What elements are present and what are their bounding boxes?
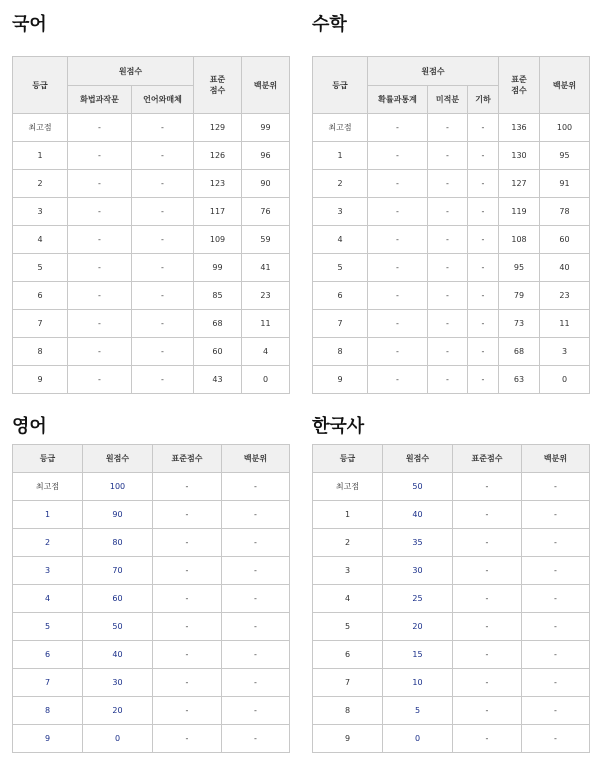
cell-sub1: - (68, 142, 132, 170)
cell-grade: 2 (13, 529, 83, 557)
cell-sub2: - (132, 254, 194, 282)
cell-pct: 40 (540, 254, 590, 282)
cell-pct: - (522, 501, 590, 529)
cell-grade: 2 (13, 170, 68, 198)
cell-raw: 35 (383, 529, 453, 557)
header-grade: 등급 (313, 445, 383, 473)
cell-sub1: - (68, 170, 132, 198)
table-row (13, 473, 290, 501)
header-raw: 원점수 (68, 57, 194, 86)
cell-std: - (453, 613, 522, 641)
cell-pct: - (522, 473, 590, 501)
cell-pct: 100 (540, 114, 590, 142)
cell-grade: 9 (13, 366, 68, 394)
header-std: 표준 점수 (499, 57, 540, 114)
cell-pct: 96 (242, 142, 290, 170)
table-row (13, 641, 290, 669)
cell-std: 126 (194, 142, 242, 170)
cell-std: 85 (194, 282, 242, 310)
cell-raw: 10 (383, 669, 453, 697)
cell-pct: - (522, 669, 590, 697)
table-row (313, 310, 590, 338)
header-grade: 등급 (13, 445, 83, 473)
table-row (313, 501, 590, 529)
header-raw: 원점수 (383, 445, 453, 473)
cell-raw: 0 (83, 725, 153, 753)
cell-sub3: - (468, 282, 499, 310)
cell-sub3: - (468, 170, 499, 198)
cell-pct: - (522, 725, 590, 753)
table-row (313, 641, 590, 669)
cell-std: - (153, 725, 222, 753)
header-std: 표준점수 (153, 445, 222, 473)
cell-sub1: - (68, 226, 132, 254)
header-std: 표준 점수 (194, 57, 242, 114)
header-sub2: 미적분 (428, 86, 468, 114)
header-pct: 백분위 (222, 445, 290, 473)
cell-std: 129 (194, 114, 242, 142)
table-row (313, 725, 590, 753)
cell-std: 136 (499, 114, 540, 142)
table-row (313, 366, 590, 394)
table-row (13, 725, 290, 753)
cell-sub2: - (428, 366, 468, 394)
cell-std: - (153, 529, 222, 557)
section-title: 수학 (312, 14, 347, 35)
cell-sub1: - (368, 366, 428, 394)
cell-sub1: - (368, 114, 428, 142)
cell-grade: 3 (313, 557, 383, 585)
table-row (13, 585, 290, 613)
cell-sub1: - (68, 310, 132, 338)
cell-grade: 6 (13, 282, 68, 310)
cell-sub1: - (368, 282, 428, 310)
table-row (313, 170, 590, 198)
cell-pct: - (522, 613, 590, 641)
cell-grade: 2 (313, 529, 383, 557)
cell-std: 60 (194, 338, 242, 366)
cell-grade: 7 (13, 310, 68, 338)
cell-pct: 11 (540, 310, 590, 338)
table-row (13, 529, 290, 557)
cell-sub2: - (428, 226, 468, 254)
cell-sub2: - (428, 254, 468, 282)
cell-pct: 76 (242, 198, 290, 226)
header-grade: 등급 (13, 57, 68, 114)
cell-pct: - (222, 613, 290, 641)
table-row (313, 585, 590, 613)
cell-pct: - (222, 529, 290, 557)
cell-std: - (453, 669, 522, 697)
cell-pct: 95 (540, 142, 590, 170)
section-title: 한국사 (312, 416, 365, 437)
table-row (13, 613, 290, 641)
cell-grade: 2 (313, 170, 368, 198)
section-title: 영어 (12, 416, 47, 437)
cell-pct: 91 (540, 170, 590, 198)
cell-grade: 6 (313, 282, 368, 310)
cell-grade: 7 (13, 669, 83, 697)
cell-grade: 1 (13, 142, 68, 170)
table-row (13, 557, 290, 585)
header-pct: 백분위 (540, 57, 590, 114)
cell-sub2: - (132, 198, 194, 226)
cell-pct: 90 (242, 170, 290, 198)
cell-sub3: - (468, 310, 499, 338)
cell-pct: - (522, 557, 590, 585)
table-row (313, 254, 590, 282)
cell-grade: 4 (313, 585, 383, 613)
cell-grade: 최고점 (313, 473, 383, 501)
cell-pct: 3 (540, 338, 590, 366)
cell-sub2: - (132, 170, 194, 198)
cell-pct: 0 (242, 366, 290, 394)
cell-sub3: - (468, 254, 499, 282)
cell-sub2: - (132, 142, 194, 170)
cell-sub3: - (468, 338, 499, 366)
cell-grade: 7 (313, 310, 368, 338)
cell-raw: 40 (383, 501, 453, 529)
cell-grade: 5 (313, 254, 368, 282)
cell-sub1: - (68, 198, 132, 226)
cell-grade: 6 (313, 641, 383, 669)
cell-raw: 90 (83, 501, 153, 529)
cell-std: - (153, 641, 222, 669)
cell-grade: 1 (13, 501, 83, 529)
table-row (13, 142, 290, 170)
table-row (313, 557, 590, 585)
cell-sub2: - (132, 282, 194, 310)
table-row (13, 669, 290, 697)
table-row (13, 501, 290, 529)
cell-pct: 23 (242, 282, 290, 310)
cell-pct: - (222, 641, 290, 669)
cell-sub1: - (368, 254, 428, 282)
cell-sub1: - (368, 226, 428, 254)
header-raw: 원점수 (83, 445, 153, 473)
cell-raw: 60 (83, 585, 153, 613)
cell-std: 123 (194, 170, 242, 198)
cell-pct: 78 (540, 198, 590, 226)
cell-std: 43 (194, 366, 242, 394)
table-row (313, 697, 590, 725)
table-row (13, 198, 290, 226)
table-row (13, 114, 290, 142)
cell-raw: 100 (83, 473, 153, 501)
cell-grade: 8 (313, 697, 383, 725)
cell-grade: 9 (13, 725, 83, 753)
table-row (13, 366, 290, 394)
table-row (313, 338, 590, 366)
cell-grade: 1 (313, 501, 383, 529)
header-pct: 백분위 (522, 445, 590, 473)
cell-raw: 30 (83, 669, 153, 697)
cell-pct: - (222, 501, 290, 529)
cell-raw: 20 (383, 613, 453, 641)
cell-pct: 59 (242, 226, 290, 254)
section-korean (12, 14, 278, 384)
table-row (313, 114, 590, 142)
cell-raw: 40 (83, 641, 153, 669)
cell-std: - (453, 529, 522, 557)
cell-std: 73 (499, 310, 540, 338)
section-title: 국어 (12, 14, 47, 35)
cell-grade: 5 (13, 254, 68, 282)
cell-pct: 4 (242, 338, 290, 366)
table-row (313, 613, 590, 641)
cell-pct: - (522, 529, 590, 557)
cell-sub1: - (368, 170, 428, 198)
cell-pct: - (522, 641, 590, 669)
cell-sub1: - (68, 114, 132, 142)
table-row (313, 142, 590, 170)
cell-sub1: - (68, 254, 132, 282)
table-row (13, 170, 290, 198)
cell-pct: - (222, 473, 290, 501)
cell-pct: 41 (242, 254, 290, 282)
cell-sub1: - (368, 142, 428, 170)
cell-pct: - (222, 725, 290, 753)
cell-pct: - (222, 557, 290, 585)
cell-sub2: - (428, 338, 468, 366)
cell-std: - (153, 669, 222, 697)
cell-sub3: - (468, 366, 499, 394)
table-row (313, 473, 590, 501)
cell-grade: 4 (13, 226, 68, 254)
table-row (313, 669, 590, 697)
cell-std: 68 (499, 338, 540, 366)
cell-std: - (453, 585, 522, 613)
cell-sub2: - (428, 142, 468, 170)
cell-std: 95 (499, 254, 540, 282)
cell-raw: 0 (383, 725, 453, 753)
cell-std: - (153, 501, 222, 529)
cell-pct: 99 (242, 114, 290, 142)
section-history (312, 416, 568, 743)
cell-grade: 3 (313, 198, 368, 226)
cell-pct: - (222, 585, 290, 613)
cell-grade: 6 (13, 641, 83, 669)
table-row (13, 310, 290, 338)
cell-grade: 7 (313, 669, 383, 697)
header-sub2: 언어와매체 (132, 86, 194, 114)
cell-std: - (453, 557, 522, 585)
cell-std: 119 (499, 198, 540, 226)
cell-sub2: - (132, 114, 194, 142)
cell-grade: 9 (313, 366, 368, 394)
cell-pct: - (222, 669, 290, 697)
cell-sub2: - (428, 170, 468, 198)
cell-sub3: - (468, 142, 499, 170)
cell-std: 127 (499, 170, 540, 198)
cell-sub2: - (428, 198, 468, 226)
cell-sub1: - (368, 338, 428, 366)
cell-sub1: - (368, 310, 428, 338)
cell-pct: 11 (242, 310, 290, 338)
cell-grade: 3 (13, 557, 83, 585)
cell-std: - (453, 641, 522, 669)
cell-grade: 최고점 (13, 473, 83, 501)
cell-grade: 8 (313, 338, 368, 366)
cell-raw: 50 (383, 473, 453, 501)
cell-std: 117 (194, 198, 242, 226)
cell-pct: 60 (540, 226, 590, 254)
cell-sub2: - (132, 310, 194, 338)
cell-pct: - (222, 697, 290, 725)
header-raw: 원점수 (368, 57, 499, 86)
table-row (13, 338, 290, 366)
korean-table (12, 56, 290, 394)
cell-std: - (153, 473, 222, 501)
cell-sub2: - (132, 338, 194, 366)
cell-raw: 70 (83, 557, 153, 585)
cell-grade: 3 (13, 198, 68, 226)
cell-grade: 4 (13, 585, 83, 613)
math-table (312, 56, 590, 394)
cell-std: - (453, 473, 522, 501)
cell-sub3: - (468, 226, 499, 254)
cell-raw: 50 (83, 613, 153, 641)
table-row (313, 226, 590, 254)
cell-std: 130 (499, 142, 540, 170)
cell-std: - (153, 585, 222, 613)
cell-std: - (153, 613, 222, 641)
cell-raw: 5 (383, 697, 453, 725)
cell-grade: 1 (313, 142, 368, 170)
table-row (13, 697, 290, 725)
cell-std: 108 (499, 226, 540, 254)
table-row (313, 282, 590, 310)
cell-sub3: - (468, 198, 499, 226)
header-sub1: 확률과통계 (368, 86, 428, 114)
header-sub1: 화법과작문 (68, 86, 132, 114)
table-row (13, 254, 290, 282)
cell-grade: 8 (13, 338, 68, 366)
cell-grade: 4 (313, 226, 368, 254)
cell-sub1: - (68, 282, 132, 310)
cell-std: 109 (194, 226, 242, 254)
cell-grade: 8 (13, 697, 83, 725)
cell-sub2: - (428, 114, 468, 142)
header-std: 표준점수 (453, 445, 522, 473)
cell-sub1: - (68, 366, 132, 394)
cell-grade: 9 (313, 725, 383, 753)
cell-grade: 5 (313, 613, 383, 641)
cell-sub1: - (368, 198, 428, 226)
cell-grade: 최고점 (13, 114, 68, 142)
cell-std: - (453, 725, 522, 753)
cell-pct: - (522, 585, 590, 613)
cell-std: - (153, 557, 222, 585)
header-grade: 등급 (313, 57, 368, 114)
cell-sub2: - (132, 226, 194, 254)
section-english (12, 416, 268, 743)
cell-sub3: - (468, 114, 499, 142)
cell-std: - (153, 697, 222, 725)
cell-sub2: - (428, 310, 468, 338)
cell-std: 99 (194, 254, 242, 282)
cell-sub2: - (132, 366, 194, 394)
cell-pct: - (522, 697, 590, 725)
cell-std: 63 (499, 366, 540, 394)
english-table (12, 444, 290, 753)
cell-std: 68 (194, 310, 242, 338)
cell-grade: 최고점 (313, 114, 368, 142)
header-pct: 백분위 (242, 57, 290, 114)
cell-std: - (453, 501, 522, 529)
cell-grade: 5 (13, 613, 83, 641)
section-math (312, 14, 577, 384)
cell-pct: 23 (540, 282, 590, 310)
cell-std: - (453, 697, 522, 725)
cell-raw: 20 (83, 697, 153, 725)
cell-sub1: - (68, 338, 132, 366)
cell-raw: 30 (383, 557, 453, 585)
header-sub3: 기하 (468, 86, 499, 114)
cell-raw: 25 (383, 585, 453, 613)
cell-raw: 80 (83, 529, 153, 557)
table-row (13, 282, 290, 310)
table-row (313, 198, 590, 226)
cell-raw: 15 (383, 641, 453, 669)
cell-std: 79 (499, 282, 540, 310)
cell-sub2: - (428, 282, 468, 310)
table-row (313, 529, 590, 557)
history-table (312, 444, 590, 753)
table-row (13, 226, 290, 254)
cell-pct: 0 (540, 366, 590, 394)
